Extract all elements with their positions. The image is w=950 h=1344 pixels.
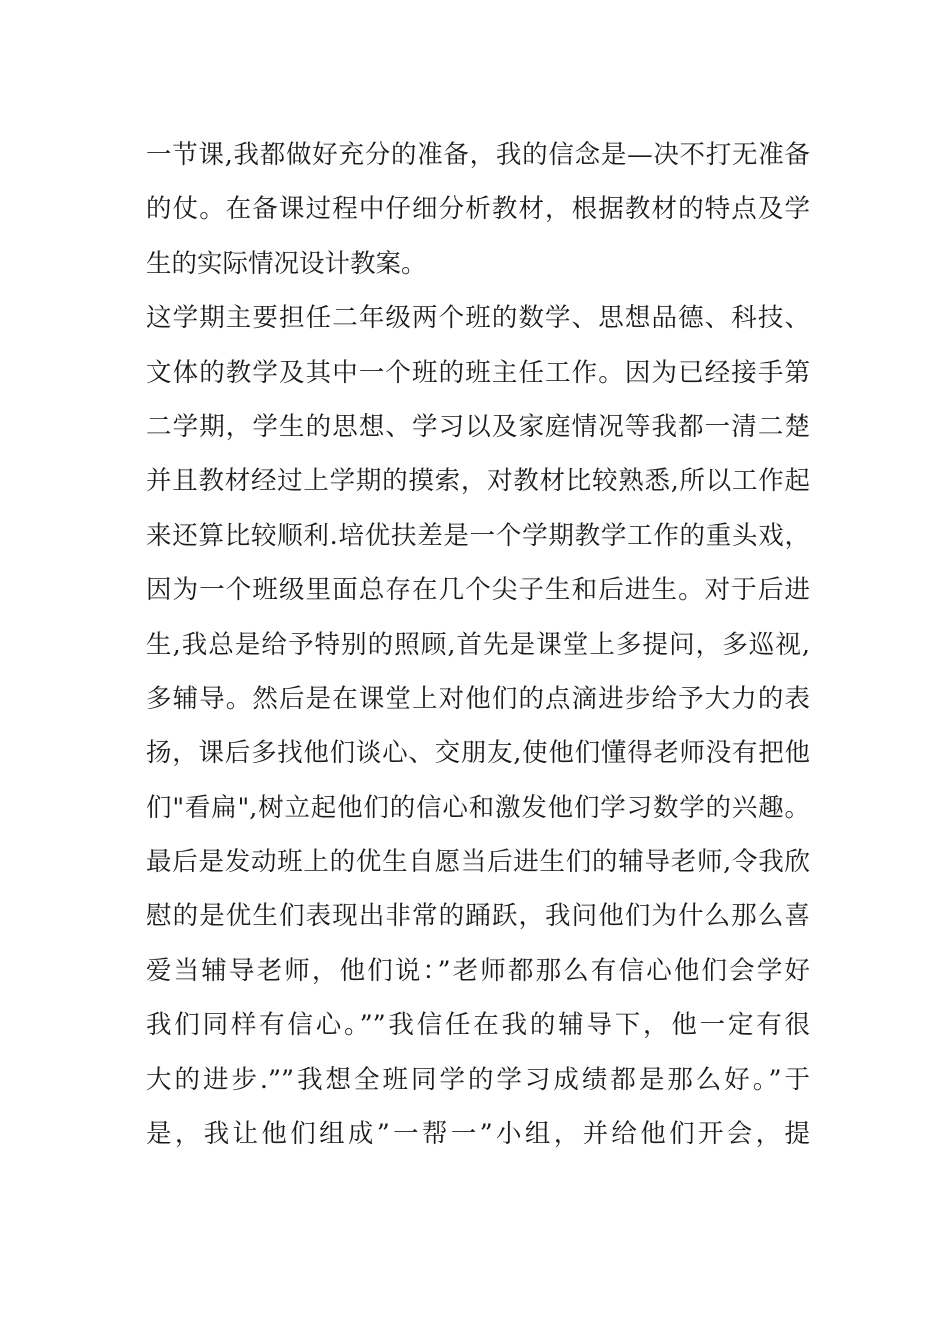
text-line: 爱当辅导老师，他们说：”老师都那么有信心他们会学好 — [146, 955, 810, 986]
text-line: 并且教材经过上学期的摸索，对教材比较熟悉,所以工作起 — [146, 466, 810, 497]
text-line: 慰的是优生们表现出非常的踊跃，我问他们为什么那么喜 — [146, 901, 810, 932]
text-line: 最后是发动班上的优生自愿当后进生们的辅导老师,令我欣 — [146, 847, 810, 878]
text-line: 多辅导。然后是在课堂上对他们的点滴进步给予大力的表 — [146, 683, 810, 714]
text-line: 因为一个班级里面总存在几个尖子生和后进生。对于后进 — [146, 575, 810, 606]
text-line: 来还算比较顺利.培优扶差是一个学期教学工作的重头戏， — [146, 520, 810, 551]
text-line: 的仗。在备课过程中仔细分析教材，根据教材的特点及学 — [146, 194, 810, 225]
text-line: 文体的教学及其中一个班的班主任工作。因为已经接手第 — [146, 357, 810, 388]
text-line: 这学期主要担任二年级两个班的数学、思想品德、科技、 — [146, 303, 810, 334]
text-line: 一节课,我都做好充分的准备，我的信念是—决不打无准备 — [146, 140, 810, 170]
text-line: 生的实际情况设计教案。 — [146, 248, 427, 279]
text-line: 生,我总是给予特别的照顾,首先是课堂上多提问，多巡视, — [146, 629, 810, 660]
text-line: 大的进步.””我想全班同学的学习成绩都是那么好。”于 — [146, 1064, 810, 1095]
text-line: 我们同样有信心。””我信任在我的辅导下，他一定有很 — [146, 1010, 810, 1041]
text-line: 二学期，学生的思想、学习以及家庭情况等我都一清二楚 — [146, 411, 810, 442]
document-body-text — [146, 128, 810, 1161]
text-line: 是，我让他们组成”一帮一”小组，并给他们开会，提 — [146, 1119, 810, 1150]
text-line: 扬，课后多找他们谈心、交朋友,使他们懂得老师没有把他 — [146, 738, 810, 769]
text-line: 们"看扁",树立起他们的信心和激发他们学习数学的兴趣。 — [146, 792, 810, 823]
